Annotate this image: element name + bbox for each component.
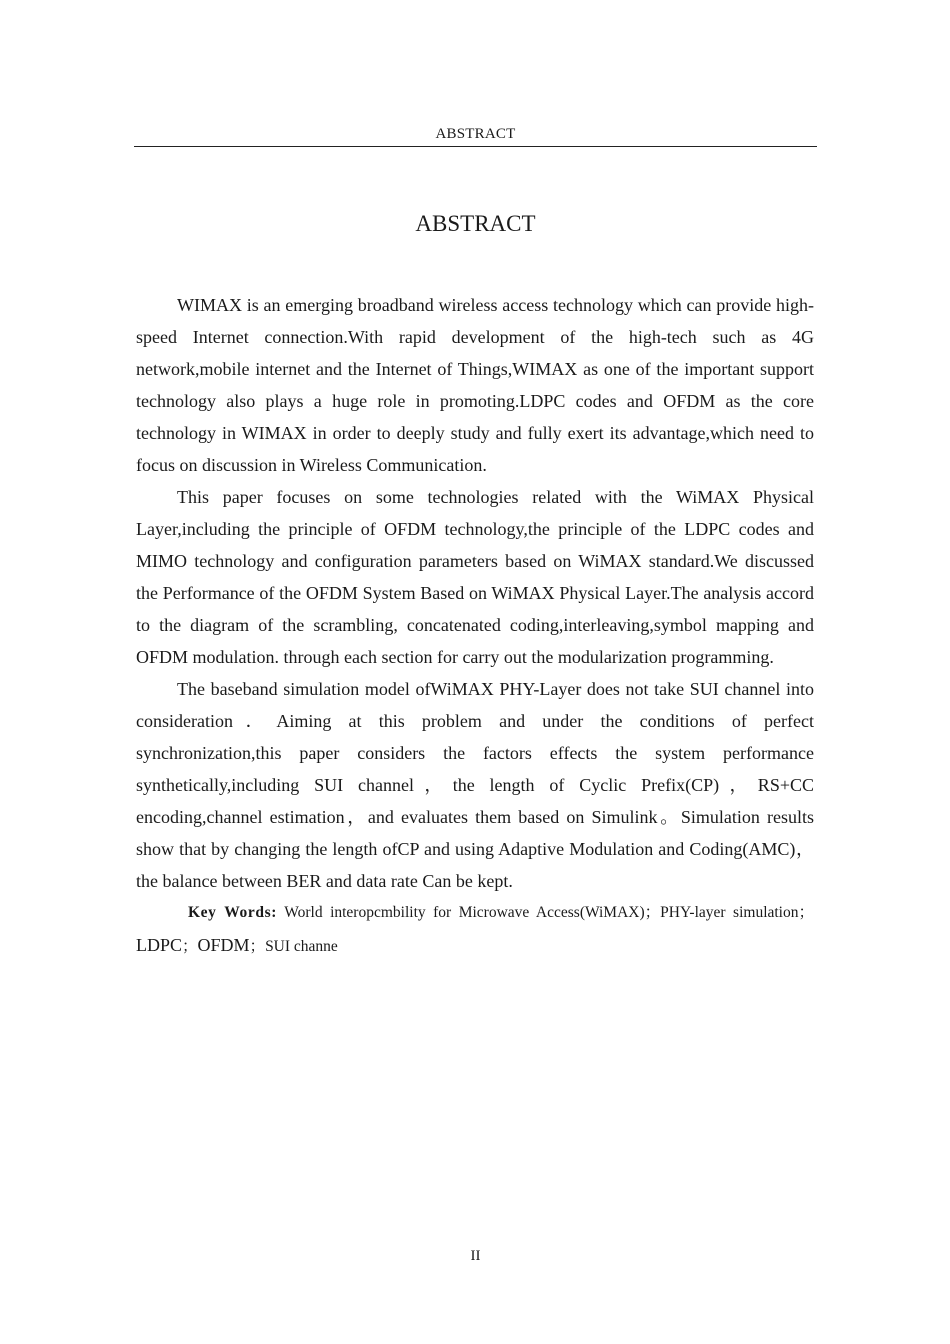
keyword-separator: ； bbox=[182, 938, 198, 955]
abstract-paragraph-1: WIMAX is an emerging broadband wireless access technology which can provide high-speed Internet connection.With rapid development of the high-tech such as 4G network,mobile internet and the Internet of Things,WIMAX as one of the important support technology also plays a huge role in promoting.LDPC codes and OFDM as the core technology in WIMAX in order to deeply study and fully exert its advantage,which need to focus on discussion in Wireless Communication. bbox=[136, 295, 814, 475]
page-title: ABSTRACT bbox=[415, 211, 536, 236]
keyword-sui-channel: SUI channe bbox=[265, 938, 338, 955]
abstract-paragraph-2: This paper focuses on some technologies related with the WiMAX Physical Layer,including the principle of OFDM technology,the principle of the LDPC codes and MIMO technology and configuration parameters based on WiMAX standard.We discussed the Performance of the OFDM System Based on WiMAX Physical Layer.The analysis accord to the diagram of the scrambling, concatenated coding,interleaving,symbol mapping and OFDM modulation. through each section for carry out the modularization programming. bbox=[136, 487, 814, 667]
keyword-ldpc: LDPC bbox=[136, 935, 183, 955]
abstract-paragraph-3: The baseband simulation model ofWiMAX PHY-Layer does not take SUI channel into consideration．Aiming at this problem and under the conditions of perfect synchronization,this paper considers the factors effects the system performance synthetically,including SUI channel，the length of Cyclic Prefix(CP)，RS+CC encoding,channel estimation，and evaluates them based on Simulink。Simulation results show that by changing the length ofCP and using Adaptive Modulation and Coding(AMC)，the balance between BER and data rate Can be kept. bbox=[136, 679, 814, 891]
keywords-line bbox=[136, 897, 814, 963]
abstract-body bbox=[136, 289, 814, 963]
keyword-separator: ； bbox=[249, 938, 266, 955]
page-number: II bbox=[470, 1248, 481, 1264]
keywords-text: World interopcmbility for Microwave Access(WiMAX)；PHY-layer simulation； bbox=[277, 904, 814, 921]
keywords-label: Key Words: bbox=[188, 904, 277, 921]
keyword-ofdm: OFDM bbox=[197, 935, 250, 955]
header-divider bbox=[134, 146, 817, 147]
running-header: ABSTRACT bbox=[435, 126, 516, 142]
